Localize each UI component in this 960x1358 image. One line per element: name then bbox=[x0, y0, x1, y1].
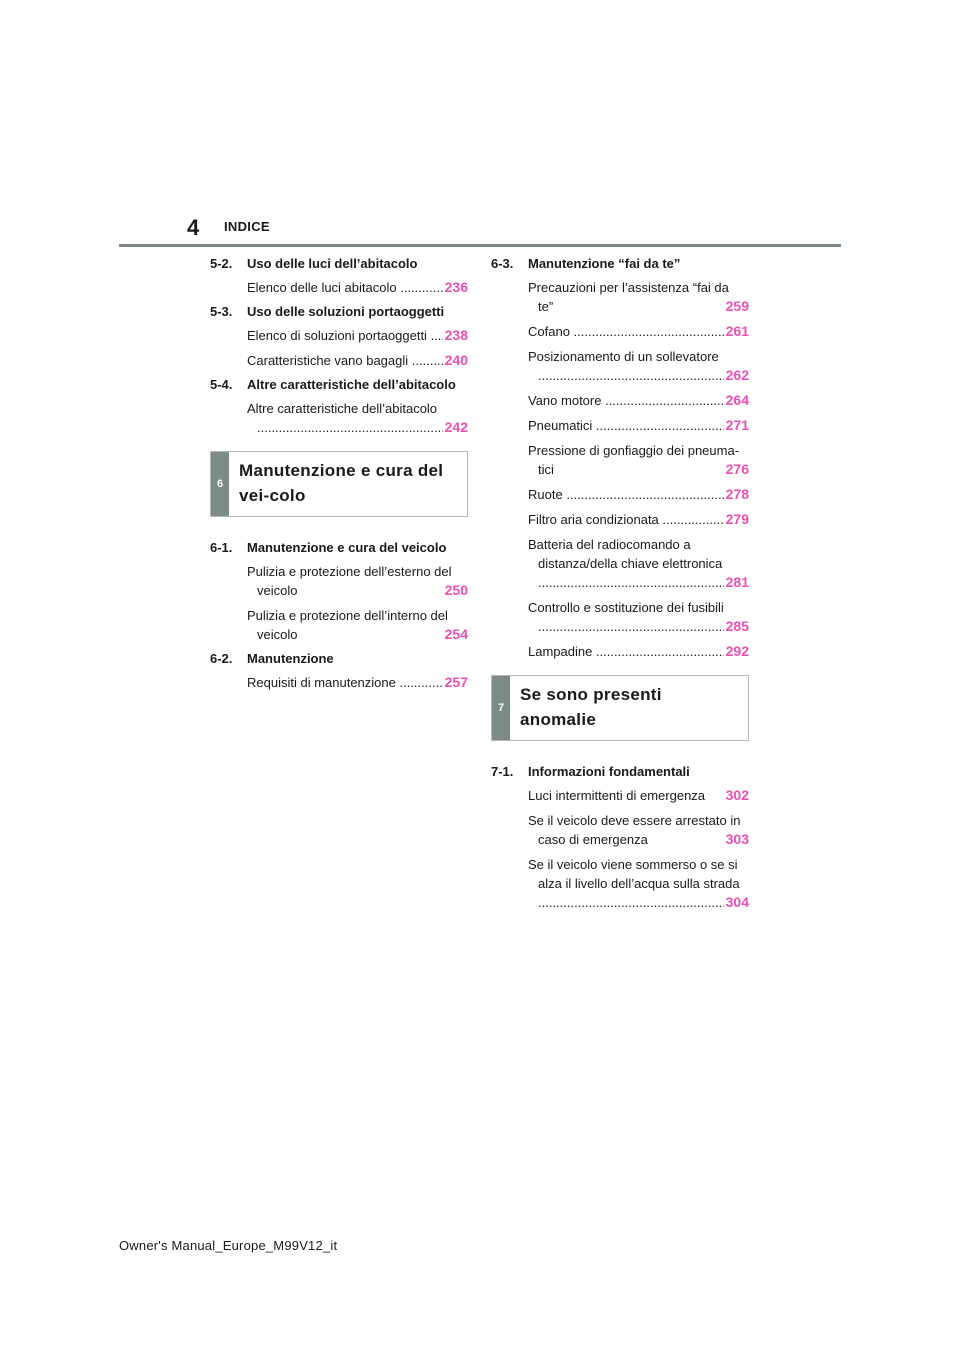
toc-page-link[interactable]: 302 bbox=[725, 787, 749, 803]
toc-entry-text: Posizionamento di un sollevatore bbox=[528, 349, 719, 364]
toc-group bbox=[210, 255, 468, 297]
toc-entry-text: Pulizia e protezione dell’esterno del veicolo bbox=[247, 564, 452, 598]
toc-page-link[interactable]: 303 bbox=[725, 831, 749, 847]
right-column bbox=[491, 253, 749, 918]
toc-group-title: Manutenzione bbox=[247, 651, 334, 666]
toc-group-number: 7-1. bbox=[491, 764, 514, 779]
toc-group bbox=[491, 255, 749, 661]
toc-entry[interactable] bbox=[491, 416, 749, 435]
toc-group bbox=[210, 650, 468, 692]
toc-page-link[interactable]: 281 bbox=[725, 574, 749, 590]
toc-group-heading bbox=[210, 650, 468, 668]
toc-entry-text: Se il veicolo viene sommerso o se si alza il livello dell’acqua sulla strada bbox=[528, 857, 740, 891]
toc-entry-text: Pneumatici ..... bbox=[528, 416, 749, 435]
header-divider bbox=[119, 244, 841, 247]
toc-entry-text: Filtro aria condizionata ..... bbox=[528, 510, 749, 529]
toc-entry[interactable] bbox=[491, 786, 749, 805]
toc-entry[interactable] bbox=[491, 642, 749, 661]
toc-page-link[interactable]: 262 bbox=[725, 367, 749, 383]
toc-entry[interactable] bbox=[210, 399, 468, 437]
toc-group-heading bbox=[491, 763, 749, 781]
toc-page-link[interactable]: 250 bbox=[444, 582, 468, 598]
toc-entry[interactable] bbox=[491, 441, 749, 479]
toc-page-link[interactable]: 285 bbox=[725, 618, 749, 634]
toc-group-number: 6-3. bbox=[491, 256, 514, 271]
toc-page-link[interactable]: 238 bbox=[444, 327, 468, 343]
toc-leader bbox=[528, 893, 749, 912]
chapter-title: Se sono presenti anomalie bbox=[520, 685, 662, 729]
toc-group-number: 6-2. bbox=[210, 651, 233, 666]
toc-entry-text: Altre caratteristiche dell’abitacolo bbox=[247, 401, 438, 416]
chapter-number-tab: 6 bbox=[211, 452, 229, 516]
toc-entry[interactable] bbox=[491, 855, 749, 912]
toc-group bbox=[210, 539, 468, 644]
toc-entry-text: Precauzioni per l’assistenza “fai da te” bbox=[528, 280, 729, 314]
toc-page-link[interactable]: 236 bbox=[444, 279, 468, 295]
chapter-heading-box[interactable] bbox=[491, 675, 749, 741]
toc-page-link[interactable]: 242 bbox=[444, 419, 468, 435]
toc-leader bbox=[528, 366, 749, 385]
toc-entry-text: Se il veicolo deve essere arrestato in caso di emergenza bbox=[528, 813, 741, 847]
toc-group bbox=[210, 376, 468, 437]
toc-entry-text: Elenco di soluzioni portaoggetti ..... bbox=[247, 326, 468, 345]
toc-entry[interactable] bbox=[491, 278, 749, 316]
toc-page-link[interactable]: 292 bbox=[725, 643, 749, 659]
toc-group-heading bbox=[210, 303, 468, 321]
toc-group bbox=[491, 763, 749, 912]
section-title: INDICE bbox=[224, 219, 270, 234]
toc-group-heading bbox=[491, 255, 749, 273]
toc-group-number: 5-3. bbox=[210, 304, 233, 319]
toc-group-title: Uso delle soluzioni portaoggetti bbox=[247, 304, 445, 319]
toc-page-link[interactable]: 261 bbox=[725, 323, 749, 339]
toc-entry[interactable] bbox=[491, 535, 749, 592]
toc-page-link[interactable]: 276 bbox=[725, 461, 749, 477]
toc-entry-text: Controllo e sostituzione dei fusibili bbox=[528, 600, 724, 615]
toc-page-link[interactable]: 271 bbox=[725, 417, 749, 433]
toc-group-title: Uso delle luci dell’abitacolo bbox=[247, 256, 418, 271]
toc-page-link[interactable]: 264 bbox=[725, 392, 749, 408]
toc-group-heading bbox=[210, 376, 468, 394]
toc-entry[interactable] bbox=[491, 391, 749, 410]
toc-group-title: Manutenzione “fai da te” bbox=[528, 256, 681, 271]
toc-page-link[interactable]: 304 bbox=[725, 894, 749, 910]
toc-entry[interactable] bbox=[491, 510, 749, 529]
document-footer: Owner's Manual_Europe_M99V12_it bbox=[119, 1238, 338, 1253]
toc-page-link[interactable]: 279 bbox=[725, 511, 749, 527]
toc-entry[interactable] bbox=[210, 606, 468, 644]
toc-entry-text: Batteria del radiocomando a distanza/della chiave elettronica bbox=[528, 537, 723, 571]
toc-entry-text: Pulizia e protezione dell’interno del veicolo bbox=[247, 608, 448, 642]
toc-group-title: Informazioni fondamentali bbox=[528, 764, 690, 779]
toc-page-link[interactable]: 278 bbox=[725, 486, 749, 502]
toc-entry-text: Luci intermittenti di emergenza bbox=[528, 788, 706, 803]
toc-group-title: Manutenzione e cura del veicolo bbox=[247, 540, 447, 555]
toc-leader bbox=[528, 573, 749, 592]
toc-entry[interactable] bbox=[210, 351, 468, 370]
toc-leader bbox=[528, 617, 749, 636]
toc-entry-text: Cofano ..... bbox=[528, 322, 749, 341]
chapter-title: Manutenzione e cura del vei-colo bbox=[239, 461, 444, 505]
toc-entry-text: Vano motore ..... bbox=[528, 391, 749, 410]
toc-entry-text: Ruote ..... bbox=[528, 485, 749, 504]
toc-group-number: 6-1. bbox=[210, 540, 233, 555]
toc-group-heading bbox=[210, 255, 468, 273]
toc-entry[interactable] bbox=[210, 326, 468, 345]
toc-page-link[interactable]: 254 bbox=[444, 626, 468, 642]
toc-page-link[interactable]: 240 bbox=[444, 352, 468, 368]
toc-entry-text: Requisiti di manutenzione ..... bbox=[247, 673, 468, 692]
left-column bbox=[210, 253, 468, 698]
toc-leader bbox=[247, 418, 468, 437]
toc-entry[interactable] bbox=[210, 673, 468, 692]
toc-entry[interactable] bbox=[210, 278, 468, 297]
chapter-number-tab: 7 bbox=[492, 676, 510, 740]
toc-entry[interactable] bbox=[491, 598, 749, 636]
page-number: 4 bbox=[187, 215, 200, 240]
toc-entry[interactable] bbox=[491, 485, 749, 504]
toc-entry-text: Caratteristiche vano bagagli ..... bbox=[247, 351, 468, 370]
toc-group-heading bbox=[210, 539, 468, 557]
toc-entry[interactable] bbox=[210, 562, 468, 600]
toc-entry[interactable] bbox=[491, 811, 749, 849]
toc-group bbox=[210, 303, 468, 370]
toc-entry-text: Elenco delle luci abitacolo ..... bbox=[247, 278, 468, 297]
toc-group-title: Altre caratteristiche dell’abitacolo bbox=[247, 377, 456, 392]
chapter-heading-box[interactable] bbox=[210, 451, 468, 517]
toc-page-link[interactable]: 259 bbox=[725, 298, 749, 314]
toc-entry[interactable] bbox=[491, 322, 749, 341]
toc-page-link[interactable]: 257 bbox=[444, 674, 468, 690]
toc-entry-text: Lampadine ..... bbox=[528, 642, 749, 661]
toc-entry[interactable] bbox=[491, 347, 749, 385]
toc-group-number: 5-2. bbox=[210, 256, 233, 271]
toc-group-number: 5-4. bbox=[210, 377, 233, 392]
toc-entry-text: Pressione di gonfiaggio dei pneuma-tici bbox=[528, 443, 740, 477]
